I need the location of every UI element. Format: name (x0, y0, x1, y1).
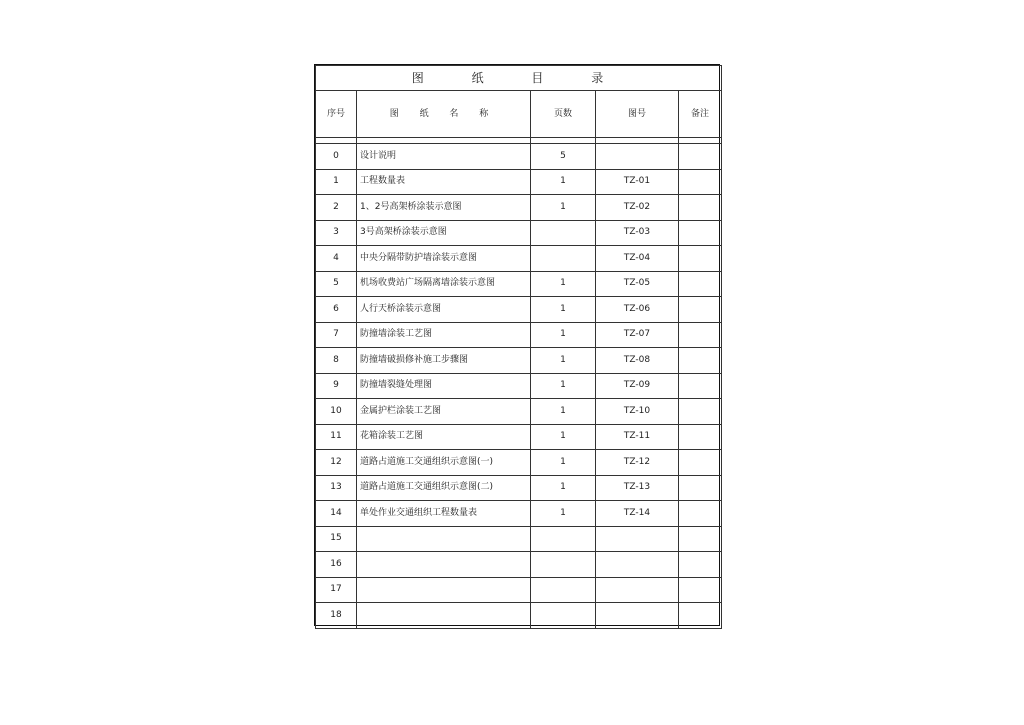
header-note: 备注 (679, 91, 722, 138)
row-note (679, 348, 722, 374)
row-no: 4 (316, 246, 357, 272)
row-drawing-name: 道路占道施工交通组织示意图(二) (357, 475, 531, 501)
row-drawing-no: TZ-01 (596, 169, 679, 195)
row-note (679, 552, 722, 578)
row-note (679, 220, 722, 246)
row-no: 3 (316, 220, 357, 246)
drawing-index-table (315, 65, 722, 629)
row-drawing-name: 机场收费站广场隔离墙涂装示意图 (357, 271, 531, 297)
table-row (316, 552, 722, 578)
row-page-count: 1 (531, 195, 596, 221)
row-no: 7 (316, 322, 357, 348)
row-note (679, 195, 722, 221)
row-drawing-name (357, 603, 531, 629)
table-row (316, 501, 722, 527)
row-note (679, 169, 722, 195)
row-page-count: 1 (531, 373, 596, 399)
row-note (679, 577, 722, 603)
row-drawing-name: 工程数量表 (357, 169, 531, 195)
header-name: 图 纸 名 称 (357, 91, 531, 138)
row-drawing-name: 防撞墙破损修补施工步骤图 (357, 348, 531, 374)
row-drawing-name: 设计说明 (357, 144, 531, 170)
row-page-count (531, 552, 596, 578)
table-row (316, 169, 722, 195)
table-row (316, 475, 722, 501)
row-drawing-name: 中央分隔带防护墙涂装示意图 (357, 246, 531, 272)
row-drawing-name (357, 577, 531, 603)
row-note (679, 475, 722, 501)
row-no: 2 (316, 195, 357, 221)
row-drawing-name (357, 552, 531, 578)
row-no: 8 (316, 348, 357, 374)
row-page-count (531, 220, 596, 246)
row-note (679, 246, 722, 272)
row-drawing-no (596, 603, 679, 629)
row-page-count: 1 (531, 399, 596, 425)
table-row (316, 399, 722, 425)
row-no: 1 (316, 169, 357, 195)
row-page-count: 1 (531, 169, 596, 195)
row-drawing-no: TZ-07 (596, 322, 679, 348)
row-no: 6 (316, 297, 357, 323)
row-page-count (531, 577, 596, 603)
row-drawing-name: 道路占道施工交通组织示意图(一) (357, 450, 531, 476)
row-page-count: 1 (531, 475, 596, 501)
row-no: 14 (316, 501, 357, 527)
row-drawing-name: 3号高架桥涂装示意图 (357, 220, 531, 246)
row-drawing-no (596, 526, 679, 552)
row-drawing-no: TZ-06 (596, 297, 679, 323)
row-page-count: 1 (531, 297, 596, 323)
row-drawing-no: TZ-02 (596, 195, 679, 221)
row-page-count: 1 (531, 348, 596, 374)
row-page-count (531, 526, 596, 552)
row-note (679, 322, 722, 348)
row-drawing-name: 防撞墙裂缝处理图 (357, 373, 531, 399)
row-drawing-no: TZ-10 (596, 399, 679, 425)
row-note (679, 297, 722, 323)
row-note (679, 603, 722, 629)
row-drawing-no: TZ-12 (596, 450, 679, 476)
row-page-count: 1 (531, 450, 596, 476)
row-no: 13 (316, 475, 357, 501)
row-drawing-no (596, 552, 679, 578)
header-pages: 页数 (531, 91, 596, 138)
table-row (316, 450, 722, 476)
row-drawing-name (357, 526, 531, 552)
table-row (316, 297, 722, 323)
row-note (679, 450, 722, 476)
row-no: 12 (316, 450, 357, 476)
row-note (679, 144, 722, 170)
row-drawing-name: 防撞墙涂装工艺图 (357, 322, 531, 348)
row-no: 9 (316, 373, 357, 399)
header-row (316, 91, 722, 138)
table-row (316, 144, 722, 170)
table-row (316, 195, 722, 221)
table-row (316, 348, 722, 374)
table-row (316, 373, 722, 399)
header-no: 序号 (316, 91, 357, 138)
row-no: 15 (316, 526, 357, 552)
row-no: 17 (316, 577, 357, 603)
row-drawing-no (596, 577, 679, 603)
row-note (679, 373, 722, 399)
row-drawing-name: 1、2号高架桥涂装示意图 (357, 195, 531, 221)
row-drawing-no: TZ-14 (596, 501, 679, 527)
table-row (316, 271, 722, 297)
table-row (316, 577, 722, 603)
row-page-count: 1 (531, 424, 596, 450)
row-page-count: 1 (531, 501, 596, 527)
row-note (679, 424, 722, 450)
row-drawing-no: TZ-13 (596, 475, 679, 501)
row-drawing-no: TZ-04 (596, 246, 679, 272)
row-drawing-name: 单处作业交通组织工程数量表 (357, 501, 531, 527)
drawing-index-sheet (314, 64, 720, 626)
row-no: 0 (316, 144, 357, 170)
table-row (316, 246, 722, 272)
row-page-count: 1 (531, 271, 596, 297)
row-note (679, 526, 722, 552)
title-row (316, 66, 722, 91)
row-drawing-no: TZ-05 (596, 271, 679, 297)
row-no: 18 (316, 603, 357, 629)
table-row (316, 603, 722, 629)
row-drawing-name: 人行天桥涂装示意图 (357, 297, 531, 323)
row-page-count (531, 246, 596, 272)
row-drawing-no: TZ-03 (596, 220, 679, 246)
row-page-count: 5 (531, 144, 596, 170)
table-row (316, 526, 722, 552)
row-drawing-name: 花箱涂装工艺图 (357, 424, 531, 450)
header-drawing-no: 图号 (596, 91, 679, 138)
row-page-count (531, 603, 596, 629)
row-no: 11 (316, 424, 357, 450)
row-note (679, 501, 722, 527)
row-note (679, 399, 722, 425)
row-page-count: 1 (531, 322, 596, 348)
row-no: 10 (316, 399, 357, 425)
row-no: 5 (316, 271, 357, 297)
table-row (316, 424, 722, 450)
row-drawing-no: TZ-08 (596, 348, 679, 374)
row-drawing-no: TZ-11 (596, 424, 679, 450)
row-drawing-name: 金属护栏涂装工艺图 (357, 399, 531, 425)
table-row (316, 322, 722, 348)
row-note (679, 271, 722, 297)
row-no: 16 (316, 552, 357, 578)
row-drawing-no (596, 144, 679, 170)
table-row (316, 220, 722, 246)
page-title: 图 纸 目 录 (316, 66, 722, 91)
row-drawing-no: TZ-09 (596, 373, 679, 399)
